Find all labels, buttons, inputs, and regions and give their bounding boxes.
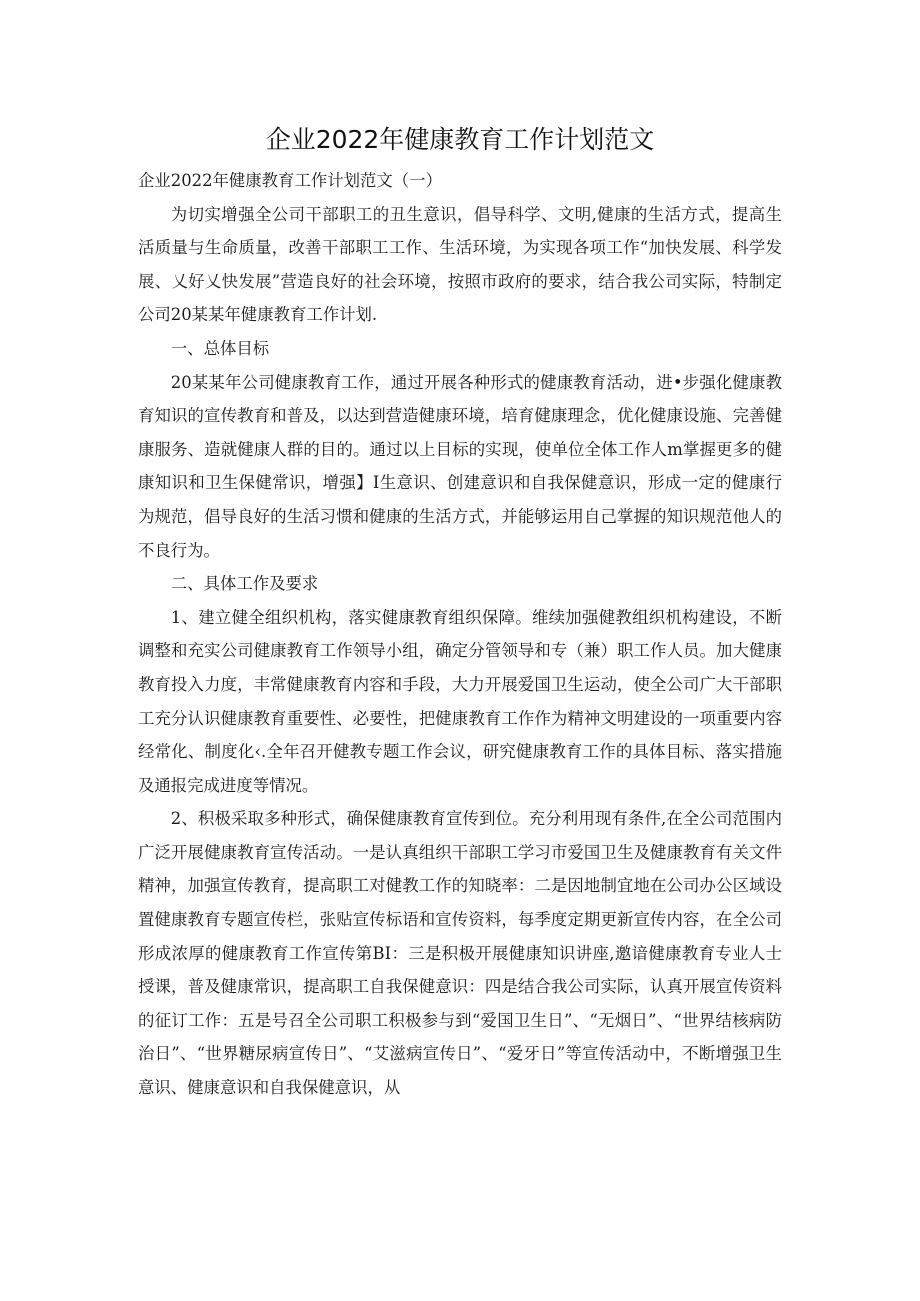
section-heading-goals: 一、总体目标 — [170, 338, 270, 358]
document-subtitle: 企业2022年健康教育工作计划范文（一） — [138, 171, 442, 190]
section-heading-tasks: 二、具体工作及要求 — [170, 574, 319, 594]
intro-paragraph: 为切实增强全公司干部职工的丑生意识，倡导科学、文明,健康的生活方式，提高生活质量与生命质量，改善干部职工工作、生活环境，为实现各项工作“加快发展、科学发展、乂好乂快发展”营造良好的社会环境，按照市政府的要求，结合我公司实际，特制定公司20某某年健康教育工作计划. — [138, 204, 782, 325]
document-body — [138, 164, 782, 1105]
task-paragraph-1: 1、建立健全组织机构，落实健康教育组织保障。维续加强健教组织机构建设，不断调整和充实公司健康教育工作领导小组，确定分管领导和专（兼）职工作人员。加大健康教育投入力度，丰常健康教育内容和手段，大力开展爱国卫生运动，使全公司广大干部职工充分认识健康教育重要性、必要性，把健康教育工作作为精神文明建设的一项重要内容经常化、制度化‹.全年召开健教专题工作会议，研究健康教育工作的具体目标、落实措施及通报完成进度等情况。 — [138, 607, 782, 795]
document-title: 企业2022年健康教育工作计划范文 — [265, 125, 655, 154]
task-paragraph-2: 2、积极采取多种形式，确保健康教育宣传到位。充分利用现有条件,在全公司范围内广泛开展健康教育宣传活动。一是认真组织干部职工学习市爱国卫生及健康教育有关文件精神，加强宣传教育，提高职工对健教工作的知晓率：二是因地制宜地在公司办公区域设置健康教育专题宣传栏，张贴宣传标语和宣传资料，每季度定期更新宣传内容，在全公司形成浓厚的健康教育工作宣传第BI：三是积极开展健康知识讲座,邀谙健康教育专业人士授课，普及健康常识，提高职工自我保健意识：四是结合我公司实际，认真开展宣传资料的征订工作：五是号召全公司职工积极参与到“爱国卫生日”、“无烟日”、“世界结核病防治日”、“世界糖尿病宣传日”、“艾滋病宣传日”、“爱牙日”等宣传活动中，不断增强卫生意识、健康意识和自我保健意识，从 — [138, 809, 782, 1098]
goals-paragraph: 20某某年公司健康教育工作，通过开展各种形式的健康教育活动，进•步强化健康教育知识的宣传教育和普及，以达到营造健康环境，培育健康理念，优化健康设施、完善健康服务、造就健康人群的目的。通过以上目标的实现，使单位全体工作人m掌握更多的健康知识和卫生保健常识，增强】I生意识、创建意识和自我保健意识，形成一定的健康行为规范，倡导良好的生活习惯和健康的生活方式，并能够运用自己掌握的知识规范他人的不良行为。 — [138, 372, 782, 560]
